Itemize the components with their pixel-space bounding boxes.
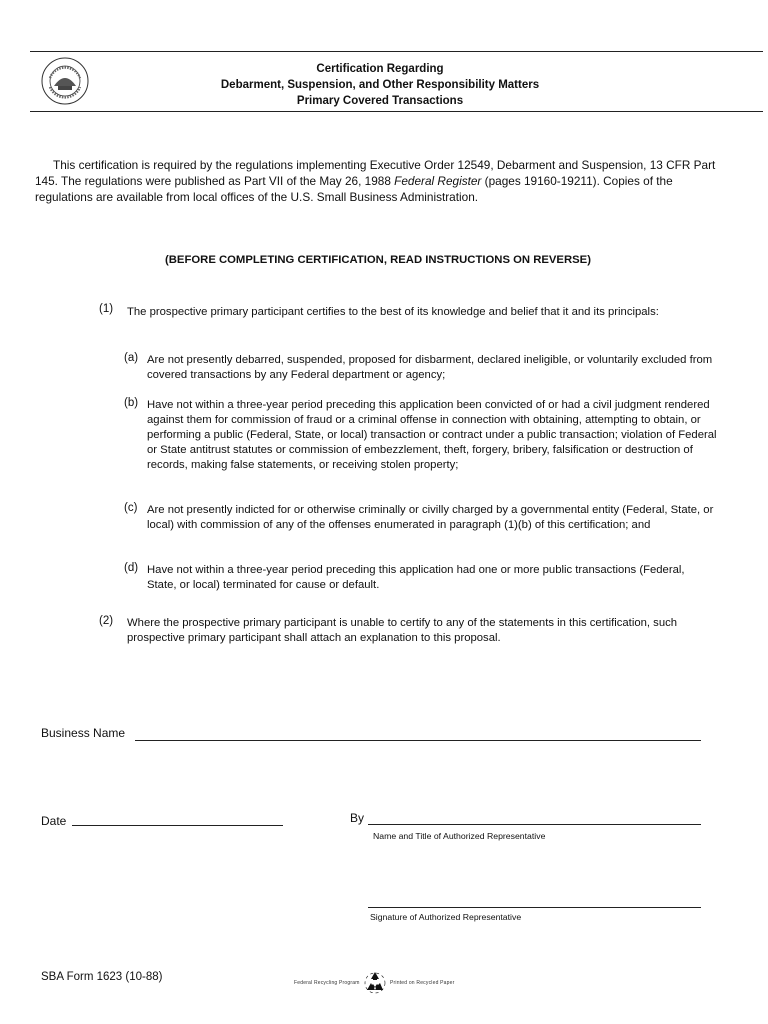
- recycled-paper-text: Printed on Recycled Paper: [390, 980, 455, 986]
- clause-d-number: (d): [124, 562, 139, 574]
- intro-text-2: (pages 19160-19211). Copies of the regulations are available from local offices of the U.S. Small Business Administration.: [35, 174, 673, 204]
- title-line-3: Primary Covered Transactions: [296, 95, 464, 107]
- recycling-program-text: Federal Recycling Program: [294, 980, 360, 986]
- date-label: Date: [41, 814, 67, 828]
- name-title-field[interactable]: [368, 824, 701, 825]
- by-label: By: [350, 811, 365, 825]
- clause-2-text: Where the prospective primary participant is unable to certify to any of the statements in this certification, such prospective primary participant shall attach an explanation to this proposal.: [127, 617, 678, 644]
- business-name-label: Business Name: [41, 726, 126, 740]
- name-title-caption: Name and Title of Authorized Representative: [373, 831, 546, 841]
- header-bottom-rule: [30, 111, 763, 112]
- recycle-icon: [362, 969, 388, 995]
- clause-a-text: Are not presently debarred, suspended, proposed for disbarment, declared ineligible, or voluntarily excluded from covered transactions by any Federal department or agency;: [147, 354, 713, 381]
- intro-federal-register: Federal Register: [394, 174, 482, 188]
- clause-2-number: (2): [99, 615, 114, 627]
- clause-c-number: (c): [124, 502, 138, 514]
- instruction-heading: (BEFORE COMPLETING CERTIFICATION, READ INSTRUCTIONS ON REVERSE): [165, 254, 591, 266]
- signature-field[interactable]: [368, 907, 701, 908]
- clause-1-number: (1): [99, 303, 114, 315]
- clause-a-number: (a): [124, 352, 139, 364]
- intro-paragraph: [35, 157, 725, 205]
- business-name-field[interactable]: [135, 740, 701, 741]
- title-line-2: Debarment, Suspension, and Other Responsibility Matters: [220, 79, 540, 91]
- clause-c-text: Are not presently indicted for or otherwise criminally or civilly charged by a governmental entity (Federal, State, or local) with commission of any of the offenses enumerated in paragraph (1)(b) of this certification; and: [147, 504, 714, 531]
- sba-seal-logo: [40, 56, 90, 106]
- intro-text-1: This certification is required by the regulations implementing Executive Order 12549, Debarment and Suspension, 13 CFR Part 145. The regulations were published as Part VII of the May 26, 1988: [35, 158, 716, 188]
- signature-caption: Signature of Authorized Representative: [370, 912, 522, 922]
- clause-d-text: Have not within a three-year period preceding this application had one or more public transactions (Federal, State, or local) terminated for cause or default.: [147, 564, 685, 591]
- date-field[interactable]: [72, 825, 283, 826]
- clause-b-number: (b): [124, 397, 139, 409]
- clause-1-text: The prospective primary participant certifies to the best of its knowledge and belief that it and its principals:: [127, 306, 659, 318]
- title-line-1: Certification Regarding: [316, 63, 444, 75]
- clause-b-text: Have not within a three-year period preceding this application been convicted of or had a civil judgment rendered against them for commission of fraud or a criminal offense in connection with obtaining, attempting to obtain, or performing a public (Federal, State, or local) transaction or contract under a public transaction; violation of Federal or State antitrust statutes or commission of embezzlement, theft, forgery, bribery, falsification or destruction of records, making false statements, or receiving stolen property;: [147, 399, 717, 471]
- header-top-rule: [30, 51, 763, 52]
- form-id: SBA Form 1623 (10-88): [41, 971, 163, 983]
